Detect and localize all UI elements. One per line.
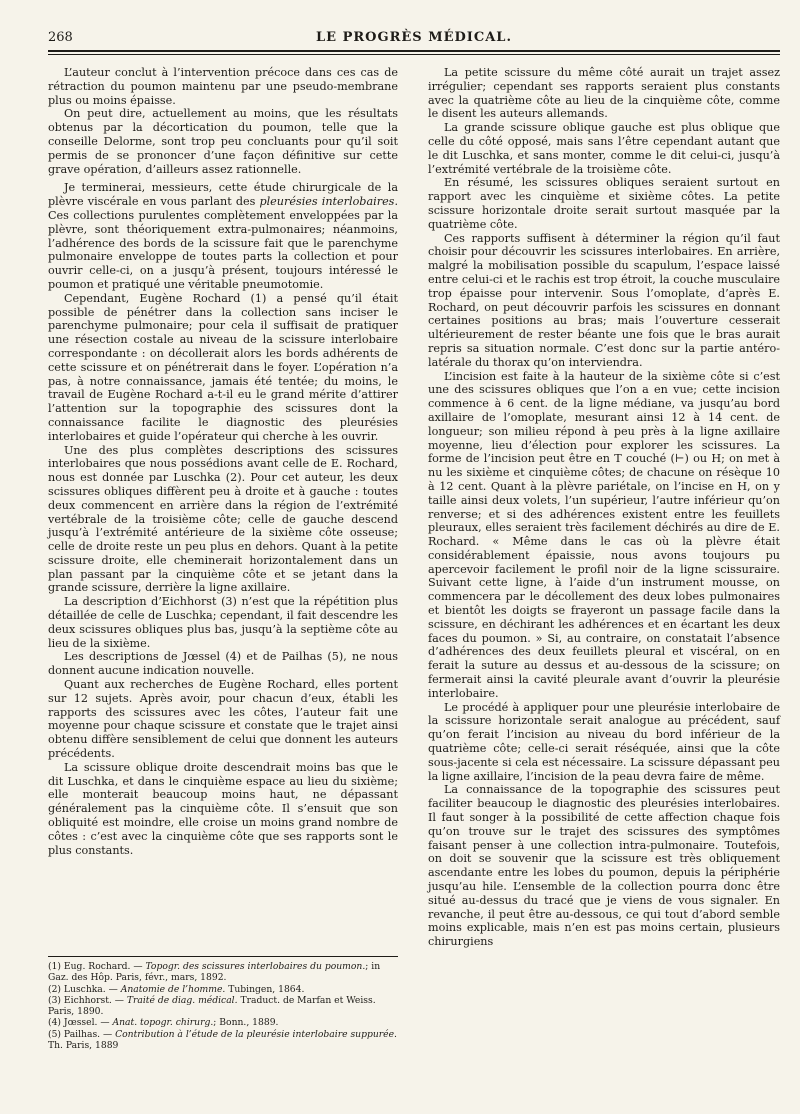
left-column <box>48 66 398 857</box>
header-rule-thin <box>48 54 780 55</box>
paragraph: L’auteur conclut à l’intervention précoce dans ces cas de rétraction du poumon maintenu par une pseudo-membrane plus ou moins épaisse. <box>48 66 398 107</box>
paragraph: La grande scissure oblique gauche est plus oblique que celle du côté opposé, mais sans l’être cependant autant que le dit Luschka, et sans monter, comme le dit celui-ci, jusqu’à l’extrémité vertébrale de la troisième côte. <box>428 121 780 176</box>
paragraph: Le procédé à appliquer pour une pleurésie interlobaire de la scissure horizontale serait analogue au précédent, sauf qu’on ferait l’incision au niveau du bord inférieur de la quatrième côte; celle-ci serait réséquée, ainsi que la côte sous-jacente si cela est nécessaire. La scissure dépassant peu la ligne axillaire, l’incision de la peau devra faire de même. <box>428 700 780 783</box>
paragraph: Quant aux recherches de Eugène Rochard, elles portent sur 12 sujets. Après avoir, pour chacun d’eux, établi les rapports des scissures avec les côtes, l’auteur fait une moyenne pour chaque scissure et constate que le trajet ainsi obtenu diffère sensiblement de celui que donnent les auteurs précédents. <box>48 678 398 761</box>
paragraph: La description d’Eichhorst (3) n’est que la répétition plus détaillée de celle de Luschka; cependant, il fait descendre les deux scissures obliques plus bas, jusqu’à la septième côte au lieu de la sixième. <box>48 595 398 650</box>
italic-term: pleurésies interlobaires <box>259 195 395 209</box>
page-number: 268 <box>48 30 73 45</box>
paragraph: Je terminerai, messieurs, cette étude chirurgicale de la plèvre viscérale en vous parlant des pleurésies interlobaires. Ces collections purulentes complètement enveloppées par la plèvre, sont théoriquement extra-pulmonaires; néanmoins, l’adhérence des bords de la scissure fait que le parenchyme pulmonaire enveloppe de toutes parts la collection et pour ouvrir celle-ci, on a jusqu’à présent, toujours intéressé le poumon et pratiqué une véritable pneumotomie. <box>48 181 398 291</box>
paragraph: On peut dire, actuellement au moins, que les résultats obtenus par la décortication du poumon, telle que la conseille Delorme, sont trop peu concluants pour qu’il soit permis de se prononcer d’une façon définitive sur cette grave opération, d’ailleurs assez rationnelle. <box>48 107 398 176</box>
paragraph: Une des plus complètes descriptions des scissures interlobaires que nous possédions avant celle de E. Rochard, nous est donnée par Luschka (2). Pour cet auteur, les deux scissures obliques diffèrent peu à droite et à gauche : toutes deux commencent en arrière dans la région de l’extrémité vertébrale de la troisième côte; celle de gauche descend jusqu’à l’extrémité antérieure de la sixième côte osseuse; celle de droite reste un peu plus en dehors. Quant à la petite scissure droite, elle cheminerait horizontalement dans un plan passant par la cinquième côte et se jetant dans la grande scissure, derrière la ligne axillaire. <box>48 443 398 595</box>
paragraph: En résumé, les scissures obliques seraient surtout en rapport avec les cinquième et sixième côtes. La petite scissure horizontale droite serait surtout masquée par la quatrième côte. <box>428 176 780 231</box>
paragraph: La scissure oblique droite descendrait moins bas que le dit Luschka, et dans le cinquième espace au lieu du sixième; elle monterait beaucoup moins haut, ne dépassant généralement pas la cinquième côte. Il s’ensuit que son obliquité est moindre, elle croise un moins grand nombre de côtes : c’est avec la cinquième côte que ses rapports sont le plus constants. <box>48 760 398 857</box>
paragraph: La connaissance de la topographie des scissures peut faciliter beaucoup le diagnostic des pleurésies interlobaires. Il faut songer à la possibilité de cette affection chaque fois qu’on trouve sur le trajet des scissures des symptômes faisant penser à une collection intra-pulmonaire. Toutefois, on doit se souvenir que la scissure est très obliquement ascendante entre les lobes du poumon, depuis la périphérie jusqu’au hile. L’ensemble de la collection pourra donc être situé au-dessus du tracé que je viens de vous signaler. En revanche, il peut être au-dessous, ce qui tout d’abord semble moins explicable, mais n’en est pas moins certain, plusieurs chirurgiens <box>428 783 780 949</box>
paragraph: Cependant, Eugène Rochard (1) a pensé qu’il était possible de pénétrer dans la collection sans inciser le parenchyme pulmonaire; pour cela il suffisait de pratiquer une résection costale au niveau de la scissure interlobaire correspondante : on décollerait alors les bords adhérents de cette scissure et on pénétrerait dans le foyer. L’opération n’a pas, à notre connaissance, jamais été tentée; du moins, le travail de Eugène Rochard a-t-il eu le grand mérite d’attirer l’attention sur la topographie des scissures dont la connaissance facilite le diagnostic des pleurésies interlobaires et guide l’opérateur qui cherche à les ouvrir. <box>48 291 398 443</box>
paragraph: Les descriptions de Jœssel (4) et de Pailhas (5), ne nous donnent aucune indication nouvelle. <box>48 650 398 678</box>
page-header <box>48 24 780 52</box>
footnote: (3) Eichhorst. — Traité de diag. médical. Traduct. de Marfan et Weiss. Paris, 1890. <box>48 994 376 1018</box>
paragraph: L’incision est faite à la hauteur de la sixième côte si c’est une des scissures obliques que l’on a en vue; cette incision commence à 6 cent. de la ligne médiane, va jusqu’au bord axillaire de l’omoplate, mesurant ainsi 12 à 14 cent. de longueur; son milieu répond à peu près à la ligne axillaire moyenne, lieu d’élection pour explorer les scissures. La forme de l’incision peut être en T couché (⊢) ou H; on met à nu les sixième et cinquième côtes; de chacune on résèque 10 à 12 cent. Quant à la plèvre pariétale, on l’incise en H, on y taille ainsi deux volets, l’un supérieur, l’autre inférieur qu’on renverse; et si des adhérences existent entre les feuillets pleuraux, elles seraient très facilement déchirés au dire de E. Rochard. « Même dans le cas où la plèvre était considérablement épaissie, nous avons toujours pu apercevoir facilement le profil noir de la ligne scissuraire. Suivant cette ligne, à l’aide d’un instrument mousse, on commencera par le décollement des deux lobes pulmonaires et bientôt les doigts se frayeront un passage facile dans la scissure, en déchirant les adhérences et en écartant les deux faces du poumon. » Si, au contraire, on constatait l’absence d’adhérences des deux feuillets pleural et viscéral, on en ferait la suture au dessus et au-dessous de la scissure; on fermerait ainsi la cavité pleurale avant d’ouvrir la pleurésie interlobaire. <box>428 369 780 700</box>
footnotes <box>48 956 398 1051</box>
journal-title: LE PROGRÈS MÉDICAL. <box>316 30 512 45</box>
footnote: (1) Eug. Rochard. — Topogr. des scissures interlobaires du poumon.; in Gaz. des Hôp. Paris, févr., mars, 1892. <box>48 961 381 984</box>
header-rule <box>48 50 780 52</box>
footnote: (2) Luschka. — Anatomie de l’homme. Tubingen, 1864. <box>48 983 305 995</box>
footnote: (4) Jœssel. — Anat. topogr. chirurg.; Bonn., 1889. <box>48 1017 279 1029</box>
footnote: (5) Pailhas. — Contribution à l’étude de la pleurésie interlobaire suppurée. Th. Paris, 1889 <box>48 1028 397 1052</box>
paragraph: Ces rapports suffisent à déterminer la région qu’il faut choisir pour découvrir les scissures interlobaires. En arrière, malgré la mobilisation possible du scapulum, l’espace laissé entre celui-ci et le rachis est trop étroit, la couche musculaire trop épaisse pour intervenir. Sous l’omoplate, d’après E. Rochard, on peut découvrir parfois les scissures en donnant certaines positions au bras; mais l’ouverture cesserait ultérieurement de rester béante une fois que le bras aurait repris sa situation normale. C’est donc sur la partie antéro-latérale du thorax qu’on interviendra. <box>428 231 780 369</box>
right-column <box>428 66 780 949</box>
paragraph: La petite scissure du même côté aurait un trajet assez irrégulier; cependant ses rapports seraient plus constants avec la quatrième côte au lieu de la cinquième côte, comme le disent les auteurs allemands. <box>428 66 780 121</box>
